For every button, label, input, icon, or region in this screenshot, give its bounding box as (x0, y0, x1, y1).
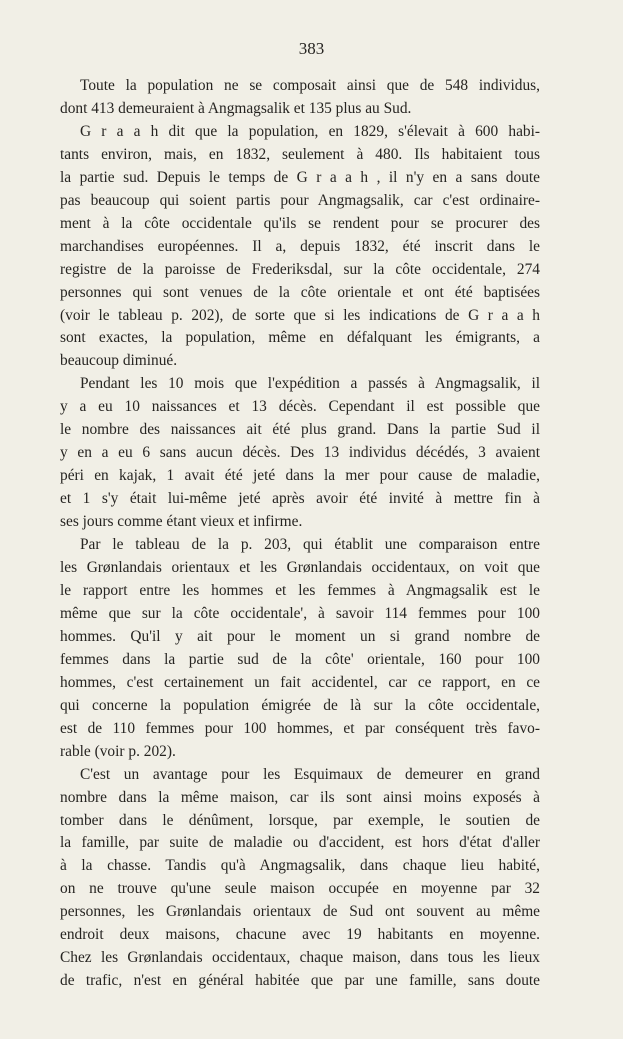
paragraph-3 (60, 373, 540, 534)
text-line: endroit deux maisons, chacune avec 19 habitants en moyenne. (60, 926, 540, 944)
text-line: ment à la côte occidentale qu'ils se rendent pour se procurer des (60, 214, 540, 232)
text-line: à la chasse. Tandis qu'à Angmagsalik, dans chaque lieu habité, (60, 857, 540, 875)
text-line: sont exactes, la population, même en défalquant les émigrants, a (60, 329, 540, 347)
text-line: est de 110 femmes pour 100 hommes, et par conséquent très favo- (60, 719, 540, 737)
text-line: on ne trouve qu'une seule maison occupée en moyenne par 32 (60, 880, 540, 898)
text-line: personnes qui sont venues de la côte orientale et ont été baptisées (60, 283, 540, 301)
text-line: rable (voir p. 202). (60, 742, 176, 760)
body-text (60, 75, 540, 993)
text-line: hommes. Qu'il y ait pour le moment un si grand nombre de (60, 627, 540, 645)
text-line: Chez les Grønlandais occidentaux, chaque maison, dans tous les lieux (60, 949, 540, 967)
text-line: nombre dans la même maison, car ils sont ainsi moins exposés à (60, 788, 540, 806)
text-line: Pendant les 10 mois que l'expédition a passés à Angmagsalik, il (80, 375, 540, 393)
paragraph-5 (60, 764, 540, 994)
page-number: 383 (298, 39, 325, 58)
text-line: C'est un avantage pour les Esquimaux de demeurer en grand (80, 765, 540, 783)
paragraph-2 (60, 121, 540, 373)
text-line: péri en kajak, 1 avait été jeté dans la mer pour cause de maladie, (60, 467, 540, 485)
text-line: le rapport entre les hommes et les femmes à Angmagsalik est le (60, 581, 540, 599)
text-line: le nombre des naissances ait été plus grand. Dans la partie Sud il (60, 421, 540, 439)
text-line: qui concerne la population émigrée de là sur la côte occidentale, (60, 696, 540, 714)
text-line: tomber dans le dénûment, lorsque, par exemple, le soutien de (60, 811, 540, 829)
text-line: hommes, c'est certainement un fait accidentel, car ce rapport, en ce (60, 673, 540, 691)
text-line: la partie sud. Depuis le temps de G r a a h , il n'y en a sans doute (60, 168, 540, 186)
text-line: tants environ, mais, en 1832, seulement à 480. Ils habitaient tous (60, 145, 540, 163)
text-line: femmes dans la partie sud de la côte' orientale, 160 pour 100 (60, 650, 540, 668)
text-line: y en a eu 6 sans aucun décès. Des 13 individus décédés, 3 avaient (60, 444, 540, 462)
text-line: Toute la population ne se composait ainsi que de 548 individus, (80, 77, 540, 94)
text-line: G r a a h dit que la population, en 1829, s'élevait à 600 habi- (80, 122, 540, 140)
text-line: dont 413 demeuraient à Angmagsalik et 135 plus au Sud. (60, 99, 412, 117)
text-line: registre de la paroisse de Frederiksdal, sur la côte occidentale, 274 (60, 260, 540, 278)
text-line: personnes, les Grønlandais orientaux de Sud ont souvent au même (60, 903, 540, 921)
text-line: pas beaucoup qui soient partis pour Angmagsalik, car c'est ordinaire- (60, 191, 540, 209)
text-line: et 1 s'y était lui-même jeté après avoir été invité à mettre fin à (60, 490, 540, 508)
text-line: (voir le tableau p. 202), de sorte que si les indications de G r a a h (60, 306, 540, 324)
text-line: même que sur la côte occidentale', à savoir 114 femmes pour 100 (60, 604, 540, 622)
text-line: y a eu 10 naissances et 13 décès. Cependant il est possible que (60, 398, 540, 416)
paragraph-1 (60, 75, 540, 121)
text-line: ses jours comme étant vieux et infirme. (60, 513, 303, 531)
text-line: marchandises européennes. Il a, depuis 1832, été inscrit dans le (60, 237, 540, 255)
text-line: Par le tableau de la p. 203, qui établit une comparaison entre (80, 536, 540, 554)
text-line: de trafic, n'est en général habitée que par une famille, sans doute (60, 972, 540, 990)
text-line: les Grønlandais orientaux et les Grønlandais occidentaux, on voit que (60, 559, 540, 577)
text-line: la famille, par suite de maladie ou d'accident, est hors d'état d'aller (60, 834, 540, 852)
paragraph-4 (60, 534, 540, 764)
text-line: beaucoup diminué. (60, 352, 178, 370)
